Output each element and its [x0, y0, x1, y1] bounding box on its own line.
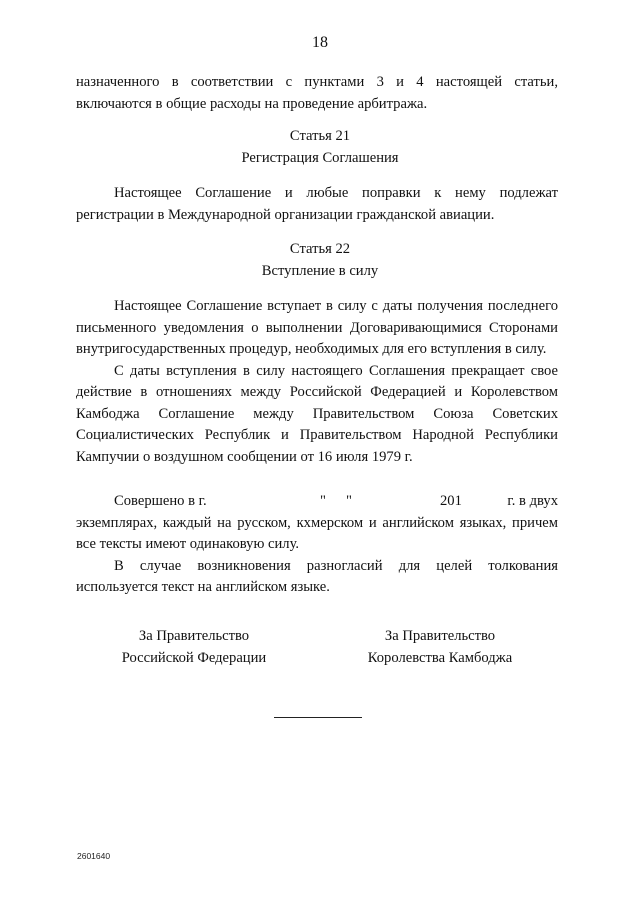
discrepancy-paragraph: В случае возникновения разногласий для целей толкования используется текст на английском языке. — [76, 557, 558, 595]
article-22-paragraph-2: С даты вступления в силу настоящего Соглашения прекращает свое действие в отношениях между Российской Федерацией и Королевством Камбоджа Соглашение между Правительством Союза Советских Социалистических Республик и Правительством Народной Республики Кампучии о воздушном сообщении от 16 июля 1979 г. — [76, 362, 558, 465]
date-year-suffix: г. в двух — [507, 493, 558, 509]
signature-russia-line-2: Российской Федерации — [121, 649, 267, 666]
done-rest: экземплярах, каждый на русском, кхмерском и английском языках, причем все тексты имеют одинаковую силу. — [76, 514, 558, 552]
page-number: 18 — [312, 34, 328, 51]
article-21-body — [76, 183, 558, 226]
signature-russia-line-1: За Правительство — [138, 628, 250, 644]
article-22-body — [76, 296, 558, 468]
article-21-title: Регистрация Соглашения — [241, 149, 399, 166]
article-22-heading — [0, 239, 640, 282]
done-at-line — [76, 491, 558, 513]
date-quote-close: " — [346, 493, 352, 509]
signature-cambodia-line-1: За Правительство — [384, 628, 496, 644]
closing-block — [76, 491, 558, 599]
article-22-title: Вступление в силу — [261, 262, 379, 279]
article-21-paragraph: Настоящее Соглашение и любые поправки к нему подлежат регистрации в Международной организации гражданской авиации. — [76, 185, 558, 223]
signature-cambodia-line-2: Королевства Камбоджа — [367, 649, 513, 666]
intro-paragraph — [76, 72, 558, 115]
document-code: 2601640 — [77, 851, 111, 861]
intro-line-1: назначенного в соответствии с пунктами 3 и 4 настоящей статьи, — [76, 74, 558, 90]
article-21-heading — [0, 126, 640, 169]
end-divider — [274, 717, 362, 718]
signature-cambodia — [330, 626, 550, 669]
article-22-paragraph-1: Настоящее Соглашение вступает в силу с даты получения последнего письменного уведомления о выполнении Договаривающимися Сторонами внутригосударственных процедур, необходимых для его вступления в силу. — [76, 298, 558, 357]
signature-russia — [84, 626, 304, 669]
intro-line-2: включаются в общие расходы на проведение арбитража. — [76, 95, 428, 112]
date-quote-open: " — [320, 493, 326, 509]
done-at-label: Совершено в г. — [114, 493, 207, 509]
article-21-number: Статья 21 — [289, 128, 351, 144]
article-22-number: Статья 22 — [289, 241, 351, 257]
date-year: 201 — [440, 493, 462, 509]
